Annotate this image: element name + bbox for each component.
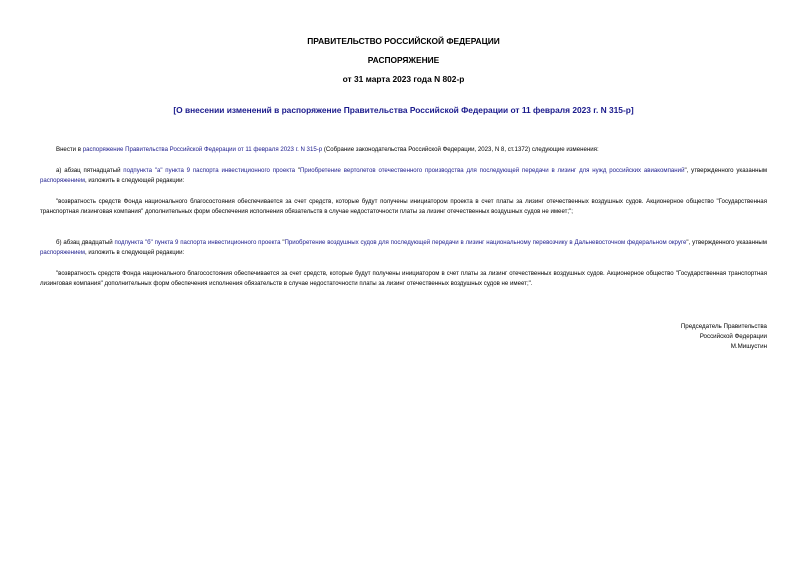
quote-a-paragraph: "возвратность средств Фонда национального благосостояния обеспечивается за счет средств, которые будут получены инициатором проекта в счет платы за лизинг отечественных воздушных судов. Акционерное общество "Государственная транспортная лизинговая компания" дополнительных форм обеспечения исполнения обязательств в случае недостаточности платы за лизинг отечественных воздушных судов не имеет;";	[40, 198, 767, 215]
intro-order-link[interactable]: распоряжение Правительства Российской Федерации от 11 февраля 2023 г. N 315-р	[82, 146, 323, 153]
intro-text-2: (Собрание законодательства Российской Федерации, 2023, N 8, ст.1372) следующие изменения:	[322, 146, 599, 153]
intro-text-1: Внести в	[56, 146, 83, 153]
item-a-project-link[interactable]: Приобретение вертолетов отечественного производства для последующей передачи в лизинг для нужд российских авиакомпаний	[300, 167, 685, 174]
item-b-paragraph	[40, 238, 767, 258]
signature-block	[567, 322, 767, 353]
quote-b-paragraph: "возвратность средств Фонда национального благосостояния обеспечивается за счет средств, которые будут получены инициатором в счет платы за лизинг отечественных воздушных судов. Акционерное общество "Государственная транспортная лизинговая компания" дополнительных форм обеспечения исполнения обязательств в случае недостаточности платы за лизинг отечественных воздушных судов не имеет;".	[40, 270, 767, 287]
signature-name: М.Мишустин	[730, 343, 767, 351]
signature-org: Российской Федерации	[699, 333, 767, 341]
doc-date-number: от 31 марта 2023 года N 802-р	[342, 74, 465, 84]
item-b-subpoint-link[interactable]: подпункта "б" пункта 9 паспорта инвестиционного проекта	[114, 239, 281, 246]
item-a-text-3: ", утвержденного указанным	[684, 167, 768, 174]
subject-link[interactable]: распоряжение Правительства Российской Федерации от 11 февраля 2023 г. N 315-р	[281, 105, 631, 115]
item-b-project-link[interactable]: Приобретение воздушных судов для последующей передачи в лизинг национальному перевозчику в Дальневосточном федеральном округе	[284, 239, 687, 246]
item-b-order-link[interactable]: распоряжением	[40, 249, 85, 256]
document-subject	[40, 105, 767, 116]
item-a-subpoint-link[interactable]: подпункта "а" пункта 9 паспорта инвестиционного проекта	[123, 167, 296, 174]
subject-open: [О внесении изменений в	[173, 105, 282, 115]
item-b-text-3: ", утвержденного указанным	[686, 239, 767, 246]
item-a-text-2: "	[295, 167, 301, 174]
item-b-text-1: б) абзац двадцатый	[56, 239, 115, 246]
item-a-paragraph	[40, 166, 767, 186]
signature-title: Председатель Правительства	[680, 323, 767, 330]
intro-paragraph	[40, 145, 767, 155]
item-b-text-2: "	[280, 239, 285, 246]
item-a-order-link[interactable]: распоряжением	[40, 177, 85, 184]
item-a-text-4: , изложить в следующей редакции:	[84, 177, 185, 184]
item-a-text-1: а) абзац пятнадцатый	[56, 167, 124, 174]
subject-close: ]	[630, 105, 634, 115]
org-title: ПРАВИТЕЛЬСТВО РОССИЙСКОЙ ФЕДЕРАЦИИ	[307, 36, 500, 46]
doc-type-title: РАСПОРЯЖЕНИЕ	[367, 55, 440, 65]
item-b-text-4: , изложить в следующей редакции:	[84, 249, 185, 256]
